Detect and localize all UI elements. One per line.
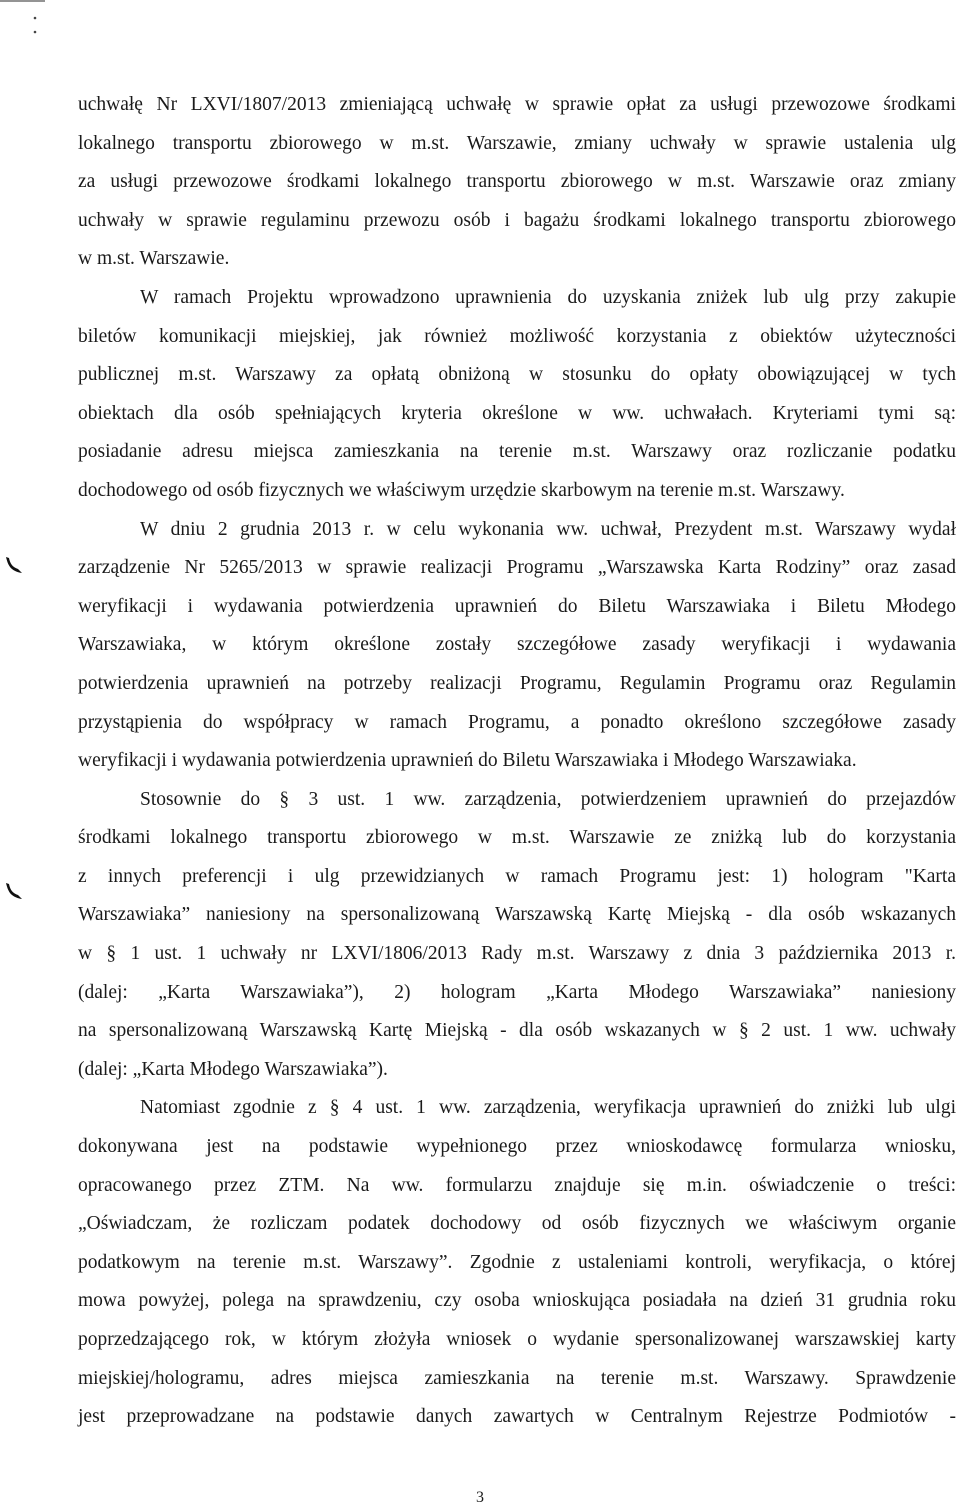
text-line: podatkowym na terenie m.st. Warszawy”. Zgodnie z ustaleniami kontroli, weryfikacja, o której (78, 1251, 956, 1273)
margin-mark-icon (4, 881, 24, 901)
text-line: „Oświadczam, że rozliczam podatek dochodowy od osób fizycznych we właściwym organie (78, 1213, 956, 1235)
scan-corner-mark (0, 0, 45, 6)
margin-mark-icon (4, 555, 24, 575)
text-line: zarządzenie Nr 5265/2013 w sprawie realizacji Programu „Warszawska Karta Rodziny” oraz zasad (78, 557, 956, 579)
text-line: posiadanie adresu miejsca zamieszkania na terenie m.st. Warszawy oraz rozliczanie podatku (78, 441, 956, 463)
text-line: opracowanego przez ZTM. Na ww. formularzu znajduje się m.in. oświadczenie o treści: (78, 1174, 956, 1196)
text-line: Natomiast zgodnie z § 4 ust. 1 ww. zarządzenia, weryfikacja uprawnień do zniżki lub ulgi (140, 1097, 956, 1119)
text-line: potwierdzenia uprawnień na potrzeby realizacji Programu, Regulamin Programu oraz Regulamin (78, 672, 956, 694)
text-line: uchwałę Nr LXVI/1807/2013 zmieniającą uchwałę w sprawie opłat za usługi przewozowe środkami (78, 94, 956, 115)
text-line: Warszawiaka” naniesiony na spersonalizowaną Warszawską Kartę Miejską - dla osób wskazanych (78, 904, 956, 926)
text-line: lokalnego transportu zbiorowego w m.st. Warszawie, zmiany uchwały w sprawie ustalenia ulg (78, 132, 956, 154)
text-line: jest przeprowadzane na podstawie danych zawartych w Centralnym Rejestrze Podmiotów - (78, 1406, 956, 1428)
text-line: poprzedzającego rok, w którym złożyła wniosek o wydanie spersonalizowanej warszawskiej karty (78, 1329, 956, 1350)
text-line: weryfikacji i wydawania potwierdzenia uprawnień do Biletu Warszawiaka i Młodego Warszawiaka. (78, 750, 857, 772)
text-line: na spersonalizowaną Warszawską Kartę Miejską - dla osób wskazanych w § 2 ust. 1 ww. uchwały (78, 1020, 956, 1042)
text-line: W dniu 2 grudnia 2013 r. w celu wykonania ww. uchwał, Prezydent m.st. Warszawy wydał (140, 518, 956, 540)
text-line: z innych preferencji i ulg przewidzianych w ramach Programu jest: 1) hologram "Karta (78, 865, 956, 887)
text-line: obiektach dla osób spełniających kryteria określone w ww. uchwałach. Kryteriami tymi są: (78, 402, 956, 424)
text-line: dochodowego od osób fizycznych we właściwym urzędzie skarbowym na terenie m.st. Warszawy. (78, 479, 845, 501)
text-line: publicznej m.st. Warszawy za opłatą obniżoną w stosunku do opłaty obowiązującej w tych (78, 364, 956, 386)
scan-dots (33, 14, 37, 36)
text-line: uchwały w sprawie regulaminu przewozu osób i bagażu środkami lokalnego transportu zbiorowego (78, 209, 956, 231)
text-line: za usługi przewozowe środkami lokalnego transportu zbiorowego w m.st. Warszawie oraz zmiany (78, 171, 956, 193)
page-number: 3 (476, 1489, 484, 1506)
text-line: w m.st. Warszawie. (78, 248, 230, 270)
text-line: w § 1 ust. 1 uchwały nr LXVI/1806/2013 Rady m.st. Warszawy z dnia 3 października 2013 r. (78, 943, 956, 965)
text-line: W ramach Projektu wprowadzono uprawnienia do uzyskania zniżek lub ulg przy zakupie (140, 286, 956, 308)
text-line: mowa powyżej, polega na sprawdzeniu, czy osoba wnioskująca posiadała na dzień 31 grudnia roku (78, 1290, 956, 1312)
text-line: (dalej: „Karta Młodego Warszawiaka”). (78, 1058, 388, 1080)
text-line: Warszawiaka, w którym określone zostały szczegółowe zasady weryfikacji i wydawania (78, 634, 956, 656)
text-line: środkami lokalnego transportu zbiorowego w m.st. Warszawie ze zniżką lub do korzystania (78, 827, 956, 849)
text-line: dokonywana jest na podstawie wypełnionego przez wnioskodawcę formularza wniosku, (78, 1136, 956, 1158)
text-line: Stosownie do § 3 ust. 1 ww. zarządzenia, potwierdzeniem uprawnień do przejazdów (140, 788, 956, 810)
text-line: miejskiej/hologramu, adres miejsca zamieszkania na terenie m.st. Warszawy. Sprawdzenie (78, 1367, 956, 1389)
text-line: weryfikacji i wydawania potwierdzenia uprawnień do Biletu Warszawiaka i Biletu Młodego (78, 595, 956, 617)
text-line: biletów komunikacji miejskiej, jak również możliwość korzystania z obiektów użyteczności (78, 325, 956, 347)
text-line: (dalej: „Karta Warszawiaka”), 2) hologram „Karta Młodego Warszawiaka” naniesiony (78, 981, 956, 1003)
text-line: przystąpienia do współpracy w ramach Programu, a ponadto określono szczegółowe zasady (78, 711, 956, 733)
document-body (78, 86, 956, 1437)
